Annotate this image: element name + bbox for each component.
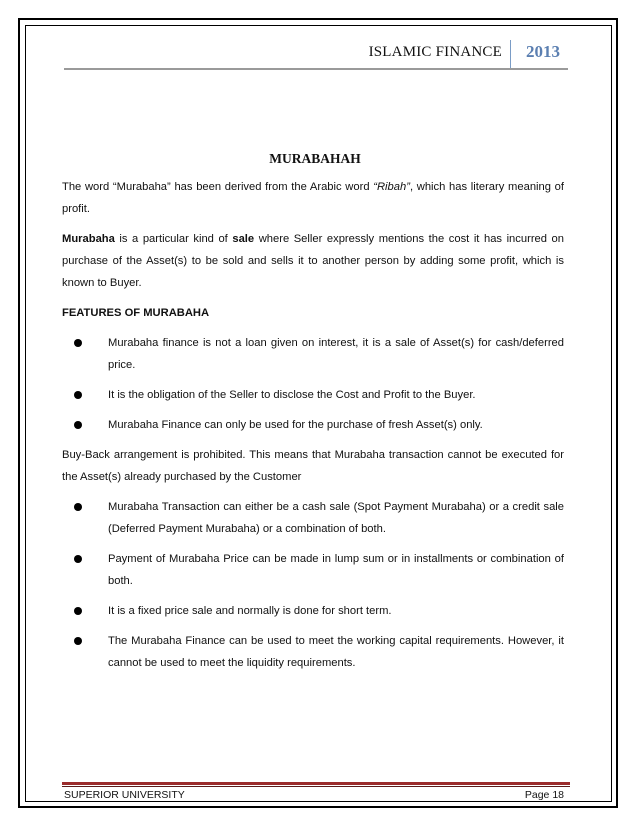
list-item	[62, 600, 564, 622]
definition-middle: is a particular kind of	[114, 233, 233, 245]
section-heading: MURABAHAH	[269, 151, 361, 166]
list-item	[62, 630, 564, 674]
header-rule	[64, 68, 568, 70]
bullet-icon	[74, 391, 82, 399]
intro-term: “Ribah”	[373, 181, 410, 193]
bullet-icon	[74, 339, 82, 347]
list-item	[62, 496, 564, 540]
definition-sale: sale	[232, 233, 255, 245]
page-header	[60, 38, 568, 68]
features-list	[62, 332, 564, 436]
list-item-text: The Murabaha Finance can be used to meet the working capital requirements. However, it cannot be used to meet the liquidity requirements.	[108, 635, 564, 669]
footer-rule-secondary	[62, 786, 570, 787]
more-features-list	[62, 496, 564, 674]
document-body	[62, 148, 564, 682]
footer-rule	[62, 782, 570, 785]
page-number: Page 18	[524, 789, 564, 801]
intro-paragraph	[62, 176, 564, 220]
bullet-icon	[74, 421, 82, 429]
header-year: 2013	[526, 42, 560, 61]
list-item-text: Murabaha Transaction can either be a cash sale (Spot Payment Murabaha) or a credit sale (Deferred Payment Murabaha) or a combination of both.	[108, 501, 564, 535]
list-item-text: It is a fixed price sale and normally is done for short term.	[108, 605, 392, 617]
bullet-icon	[74, 637, 82, 645]
intro-text-suffix: , which has literary meaning of profit.	[62, 181, 564, 215]
bullet-icon	[74, 607, 82, 615]
buyback-paragraph: Buy-Back arrangement is prohibited. This means that Murabaha transaction cannot be executed for the Asset(s) already purchased by the Customer	[62, 449, 564, 483]
definition-rest: where Seller expressly mentions the cost it has incurred on purchase of the Asset(s) to be sold and sells it to another person by adding some profit, which is known to Buyer.	[62, 233, 564, 289]
list-item	[62, 414, 564, 436]
list-item	[62, 384, 564, 406]
list-item-text: Murabaha finance is not a loan given on interest, it is a sale of Asset(s) for cash/deferred price.	[108, 337, 564, 371]
list-item-text: Payment of Murabaha Price can be made in lump sum or in installments or combination of both.	[108, 553, 564, 587]
definition-paragraph	[62, 228, 564, 294]
footer-university: SUPERIOR UNIVERSITY	[64, 789, 185, 801]
list-item-text: Murabaha Finance can only be used for the purchase of fresh Asset(s) only.	[108, 419, 483, 431]
bullet-icon	[74, 503, 82, 511]
header-title: ISLAMIC FINANCE	[368, 44, 502, 60]
definition-term: Murabaha	[62, 233, 115, 245]
features-title: FEATURES OF MURABAHA	[62, 307, 210, 319]
list-item	[62, 548, 564, 592]
header-separator	[510, 40, 511, 68]
bullet-icon	[74, 555, 82, 563]
list-item	[62, 332, 564, 376]
intro-text-prefix: The word “Murabaha” has been derived from the Arabic word	[62, 181, 374, 193]
list-item-text: It is the obligation of the Seller to disclose the Cost and Profit to the Buyer.	[108, 389, 476, 401]
